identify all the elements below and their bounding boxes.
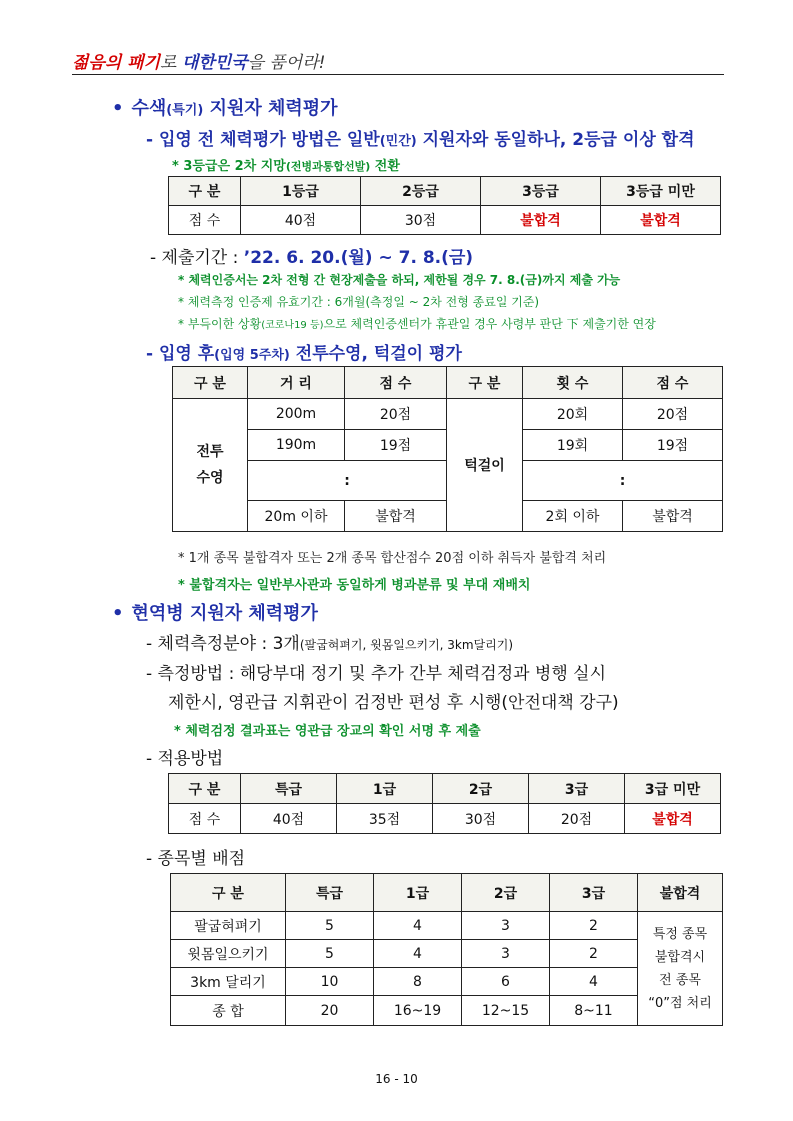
page-number: 16 - 10 [375, 1072, 418, 1086]
table1-cell: 30점 [361, 206, 481, 235]
table2-header: 횟 수 [523, 367, 623, 399]
s2-line3: 제한시, 영관급 지휘관이 검정반 편성 후 시행(안전대책 강구) [168, 693, 619, 713]
s2-line4: - 적용방법 [146, 749, 224, 769]
table4-header: 3급 [550, 874, 638, 912]
table1-cell: 40점 [241, 206, 361, 235]
table2-cell: 20점 [345, 399, 447, 430]
table2-header: 점 수 [345, 367, 447, 399]
table4-cell: 3km 달리기 [171, 968, 286, 996]
table4-cell: 4 [374, 940, 462, 968]
table1-header: 3등급 [481, 177, 601, 206]
s1-note4: * 부득이한 상황(코로나19 등)으로 체력인증센터가 휴관일 경우 사령부 판단 下 제출기한 연장 [178, 317, 656, 331]
table3-cell: 30점 [433, 804, 529, 834]
s2-line5: - 종목별 배점 [146, 849, 246, 869]
table2-cell: 200m [248, 399, 345, 430]
table1-cell: 점 수 [169, 206, 241, 235]
table1-header: 구 분 [169, 177, 241, 206]
table4-header: 구 분 [171, 874, 286, 912]
table4-cell: 16~19 [374, 996, 462, 1026]
table2-header: 거 리 [248, 367, 345, 399]
table1-cell: 불합격 [481, 206, 601, 235]
table2-header: 구 분 [447, 367, 523, 399]
grade-table-1 [168, 176, 721, 235]
table2-cell: 불합격 [345, 501, 447, 532]
section1-title: • 수색(특기) 지원자 체력평가 [112, 98, 338, 119]
table2-cell: 19점 [623, 430, 723, 461]
table3-cell: 불합격 [625, 804, 721, 834]
table2-cell: 불합격 [623, 501, 723, 532]
header-part-1: 젊음의 패기 [72, 53, 161, 73]
table4-cell: 8~11 [550, 996, 638, 1026]
bullet-icon: • [112, 98, 124, 119]
header-part-3: 대한민국 [181, 53, 248, 73]
table1-header: 3등급 미만 [601, 177, 721, 206]
pullup-label: 턱걸이 [447, 399, 523, 532]
s1-note3: * 체력측정 인증제 유효기간 : 6개월(측정일 ~ 2차 전형 종료일 기준) [178, 295, 540, 309]
table2-cell: 20회 [523, 399, 623, 430]
table3-cell: 35점 [337, 804, 433, 834]
s1-deadline: - 제출기간 : ’22. 6. 20.(월) ~ 7. 8.(금) [150, 248, 474, 268]
ellipsis-cell: : [248, 461, 447, 501]
swim-label: 전투 수영 [173, 399, 248, 532]
table2-cell: 19회 [523, 430, 623, 461]
table2-cell: 2회 이하 [523, 501, 623, 532]
s2-note1: * 체력검정 결과표는 영관급 장교의 확인 서명 후 제출 [174, 724, 481, 739]
table4-cell: 2 [550, 940, 638, 968]
table3-header: 3급 [529, 774, 625, 804]
table4-cell: 12~15 [462, 996, 550, 1026]
table3-header: 특급 [241, 774, 337, 804]
table4-cell: 윗몸일으키기 [171, 940, 286, 968]
table4-cell: 3 [462, 912, 550, 940]
table4-cell: 5 [286, 940, 374, 968]
table1-header: 2등급 [361, 177, 481, 206]
table2-header: 점 수 [623, 367, 723, 399]
table2-cell: 190m [248, 430, 345, 461]
swim-pullup-table [172, 366, 723, 532]
table2-cell: 20m 이하 [248, 501, 345, 532]
table4-cell: 5 [286, 912, 374, 940]
table1-cell: 불합격 [601, 206, 721, 235]
table4-cell: 8 [374, 968, 462, 996]
section2-title: • 현역병 지원자 체력평가 [112, 603, 318, 624]
grade-table-2 [168, 773, 721, 834]
s1-note1: * 3등급은 2차 지망(전병과통합선발) 전환 [172, 159, 400, 174]
table4-cell: 10 [286, 968, 374, 996]
table3-cell: 20점 [529, 804, 625, 834]
table3-header: 3급 미만 [625, 774, 721, 804]
bullet-icon: • [112, 603, 124, 624]
table1-header: 1등급 [241, 177, 361, 206]
table4-cell: 4 [374, 912, 462, 940]
page-header [72, 48, 325, 73]
fail-note-cell: 특정 종목 불합격시 전 종목 “0”점 처리 [638, 912, 723, 1026]
s2-line1: - 체력측정분야 : 3개(팔굽혀펴기, 윗몸일으키기, 3km달리기) [146, 634, 514, 654]
table4-cell: 4 [550, 968, 638, 996]
table2-header: 구 분 [173, 367, 248, 399]
table3-header: 1급 [337, 774, 433, 804]
table4-cell: 6 [462, 968, 550, 996]
header-divider [72, 74, 724, 75]
s1-note5: * 1개 종목 불합격자 또는 2개 종목 합산점수 20점 이하 취득자 불합격 처리 [178, 551, 607, 566]
table3-cell: 40점 [241, 804, 337, 834]
table4-header: 1급 [374, 874, 462, 912]
table3-header: 2급 [433, 774, 529, 804]
header-part-2: 로 [160, 53, 182, 73]
s1-after: - 입영 후(입영 5주차) 전투수영, 턱걸이 평가 [146, 344, 462, 364]
header-part-4: 을 품어라! [247, 53, 326, 73]
s1-line1: - 입영 전 체력평가 방법은 일반(민간) 지원자와 동일하나, 2등급 이상 합격 [146, 130, 695, 150]
table3-header: 구 분 [169, 774, 241, 804]
table2-cell: 20점 [623, 399, 723, 430]
s2-line2: - 측정방법 : 해당부대 정기 및 추가 간부 체력검정과 병행 실시 [146, 664, 607, 684]
table4-header: 특급 [286, 874, 374, 912]
table4-cell: 20 [286, 996, 374, 1026]
table4-cell: 종 합 [171, 996, 286, 1026]
table2-cell: 19점 [345, 430, 447, 461]
table4-cell: 3 [462, 940, 550, 968]
table4-cell: 팔굽혀펴기 [171, 912, 286, 940]
table4-header: 불합격 [638, 874, 723, 912]
ellipsis-cell: : [523, 461, 723, 501]
item-score-table [170, 873, 723, 1026]
s1-note2: * 체력인증서는 2차 전형 간 현장제출을 하되, 제한될 경우 7. 8.(금)까지 제출 가능 [178, 273, 621, 287]
s1-note6: * 불합격자는 일반부사관과 동일하게 병과분류 및 부대 재배치 [178, 578, 531, 593]
table4-cell: 2 [550, 912, 638, 940]
table3-cell: 점 수 [169, 804, 241, 834]
table4-header: 2급 [462, 874, 550, 912]
